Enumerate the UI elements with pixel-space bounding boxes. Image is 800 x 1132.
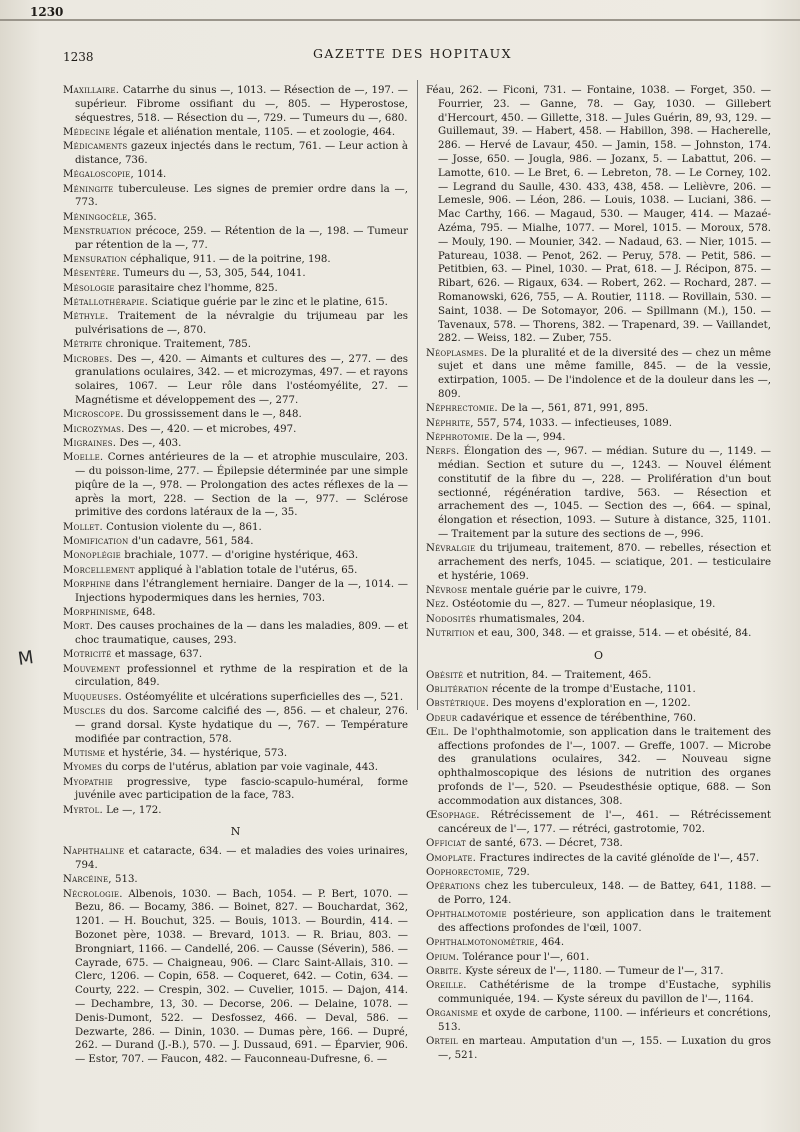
- index-entry: [63, 535, 408, 549]
- index-keyword: Microscope.: [63, 409, 124, 421]
- index-keyword: Moelle.: [63, 452, 104, 464]
- index-references: 513.: [111, 874, 138, 886]
- index-entry: [426, 866, 771, 880]
- index-references: professionnel et rythme de la respiration et de la circulation, 849.: [75, 663, 408, 689]
- index-references: 729.: [503, 866, 530, 878]
- index-entry: [426, 809, 771, 837]
- index-entry: [426, 837, 771, 851]
- index-keyword: Néphrite,: [426, 417, 474, 429]
- section-letter: O: [593, 648, 604, 662]
- index-entry: [63, 451, 408, 520]
- index-entry: [63, 126, 408, 140]
- top-page-number: 1230: [30, 5, 64, 19]
- index-entry: [63, 663, 408, 691]
- index-references: Fractures indirectes de la cavité glénoïde de l'—, 457.: [476, 852, 760, 864]
- index-entry: [63, 521, 408, 535]
- index-references: dans l'étranglement herniaire. Danger de la —, 1014. — Injections hypodermiques dans les hernies, 703.: [75, 578, 408, 604]
- index-entry: [63, 564, 408, 578]
- index-references: Tumeurs du —, 53, 305, 544, 1041.: [119, 268, 306, 280]
- index-keyword: Myomes: [63, 762, 103, 774]
- index-references: Des —, 403.: [116, 437, 182, 449]
- index-entry: [426, 347, 771, 402]
- index-keyword: Naphthaline: [63, 846, 125, 858]
- index-keyword: Mésologie: [63, 282, 115, 294]
- handwritten-margin-mark: M: [16, 647, 35, 670]
- index-keyword: Orteil: [426, 1036, 458, 1048]
- index-entry: [426, 1035, 771, 1063]
- index-references: 557, 574, 1033. — infectieuses, 1089.: [473, 417, 673, 429]
- index-references: Catarrhe du sinus —, 1013. — Résection de —, 197. — supérieur. Fibrome ossifiant du —, 805. — Hyperostose, séquestres, 518. — Résection du —, 729. — Tumeurs du —, 680.: [75, 85, 408, 124]
- index-references: et cataracte, 634. — et maladies des voies urinaires, 794.: [75, 846, 408, 872]
- index-references: Des causes prochaines de la — dans les maladies, 809. — et choc traumatique, causes, 293.: [75, 621, 408, 647]
- index-references: De la —, 561, 871, 991, 895.: [497, 403, 649, 415]
- index-keyword: Métrite: [63, 339, 103, 351]
- index-references: tuberculeuse. Les signes de premier ordre dans la —, 773.: [75, 183, 408, 209]
- index-entry: [426, 402, 771, 416]
- index-keyword: Microbes.: [63, 353, 113, 365]
- index-keyword: Narcéine,: [63, 874, 112, 886]
- index-references: et nutrition, 84. — Traitement, 465.: [463, 669, 652, 681]
- index-references: De la —, 994.: [492, 431, 566, 443]
- index-keyword: Orbite.: [426, 965, 462, 977]
- index-keyword: Médicaments: [63, 141, 128, 153]
- index-references: Traitement de la névralgie du trijumeau par les pulvérisations de —, 870.: [75, 311, 408, 337]
- top-rule: [0, 19, 800, 21]
- index-entry: [63, 84, 408, 125]
- index-keyword: Nodosités: [426, 613, 476, 625]
- index-entry-continuation: Féau, 262. — Ficoni, 731. — Fontaine, 1038. — Forget, 350. — Fourrier, 23. — Ganne, 78. — Gay, 1030. — Gillebert d'Hercourt, 450. — Gillette, 318. — Jules Guérin, 89, 93, 129. — Guillemaut, 39. — Habert, 458. — Habillon, 398. — Hacherelle, 286. — Hervé de Lavaur, 450. — Jamin, 158. — Johnston, 174. — Josse, 650. — Jougla, 986. — Jozanx, 5. — Labattut, 206. — Lamotte, 610. — Le Bret, 6. — Lebreton, 78. — Le Corney, 102. — Legrand du Saulle, 430. 433, 438, 458. — Lelièvre, 206. — Lemesle, 906. — Léon, 286. — Louis, 1038. — Luciani, 386. — Mac Carthy, 166. — Magaud, 530. — Mauger, 414. — Mazaé-Azéma, 795. — Mialhe, 1077. — Morel, 1015. — Moroux, 578. — Mouly, 190. — Mounier, 342. — Nadaud, 63. — Nier, 1015. — Patureau, 1038. — Penot, 262. — Peruy, 578. — Petit, 586. — Petitbien, 63. — Pinel, 1030. — Prat, 618. — J. Récipon, 875. — Ribart, 626. — Rigaux, 634. — Robert, 262. — Rochard, 287. — Romanowski, 626, 755, — A. Routier, 1118. — Rovillain, 530. — Saint, 1038. — De Sotomayor, 206. — Spillmann (M.), 150. — Tavenaux, 578. — Thorens, 382. — Trapenard, 39. — Vaillandet, 282. — Weiss, 182. — Zuber, 755.: [426, 85, 771, 345]
- index-keyword: Myopathie: [63, 776, 113, 788]
- index-references: Des —, 420. — et microbes, 497.: [124, 423, 297, 435]
- index-keyword: Oblitération: [426, 683, 489, 695]
- index-entry: [63, 845, 408, 873]
- index-keyword: Nez.: [426, 599, 449, 611]
- index-entry: [63, 648, 408, 662]
- index-entry: [63, 338, 408, 352]
- index-references: et massage, 637.: [111, 649, 203, 661]
- index-keyword: Oophorectomie,: [426, 866, 504, 878]
- index-keyword: Métallothérapie.: [63, 296, 149, 308]
- index-keyword: Néoplasmes.: [426, 347, 488, 359]
- index-entry: [63, 437, 408, 451]
- index-keyword: Morcellement: [63, 564, 135, 576]
- index-keyword: Néphrectomie.: [426, 403, 498, 415]
- index-keyword: Mésentère.: [63, 268, 120, 280]
- index-entry: [63, 296, 408, 310]
- index-references: céphalique, 911. — de la poitrine, 198.: [126, 254, 331, 266]
- index-keyword: Myrtol.: [63, 804, 103, 816]
- index-references: Tolérance pour l'—, 601.: [459, 951, 590, 963]
- index-entry: [63, 578, 408, 606]
- index-keyword: Menstruation: [63, 225, 132, 237]
- index-entry: [63, 549, 408, 563]
- index-references: en marteau. Amputation d'un —, 155. — Luxation du gros —, 521.: [438, 1036, 771, 1062]
- index-references: du corps de l'utérus, ablation par voie vaginale, 443.: [102, 762, 379, 774]
- index-entry: [426, 936, 771, 950]
- index-entry: [63, 804, 408, 818]
- index-entry: [426, 852, 771, 866]
- index-keyword: Ophthalmotonométrie,: [426, 937, 539, 949]
- index-references: mentale guérie par le cuivre, 179.: [467, 585, 647, 597]
- index-keyword: Méthyle.: [63, 311, 109, 323]
- index-entry: [63, 408, 408, 422]
- index-keyword: Médecine: [63, 126, 111, 138]
- index-keyword: Ophthalmotomie: [426, 909, 507, 921]
- index-references: Ostéotomie du —, 827. — Tumeur néoplasique, 19.: [448, 599, 716, 611]
- section-letter: N: [230, 825, 241, 839]
- index-entry: [63, 888, 408, 1067]
- index-keyword: Mensuration: [63, 254, 127, 266]
- index-entry: [426, 979, 771, 1007]
- index-entry: [63, 705, 408, 746]
- index-entry: [63, 267, 408, 281]
- index-references: et oxyde de carbone, 1100. — inférieurs et concrétions, 513.: [438, 1008, 771, 1034]
- index-entry: [63, 776, 408, 804]
- index-entry: [426, 683, 771, 697]
- index-references: Contusion violente du —, 861.: [102, 521, 262, 533]
- index-keyword: Maxillaire.: [63, 85, 120, 96]
- index-references: du trijumeau, traitement, 870. — rebelles, résection et arrachement des nerfs, 1045. — sciatique, 201. — testiculaire et hystérie, 1069.: [438, 543, 771, 582]
- index-entry: [63, 423, 408, 437]
- index-references: chez les tuberculeux, 148. — de Battey, 641, 1188. — de Porro, 124.: [438, 881, 771, 906]
- index-references: appliqué à l'ablation totale de l'utérus, 65.: [134, 564, 358, 576]
- index-references: 464.: [538, 937, 565, 949]
- index-keyword: Névrose: [426, 585, 468, 597]
- index-entry: [63, 747, 408, 761]
- index-keyword: Muscles: [63, 706, 106, 718]
- index-references: rhumatismales, 204.: [475, 613, 585, 625]
- index-entry: [63, 353, 408, 408]
- index-references: Des —, 420. — Aimants et cultures des —, 277. — des granulations oculaires, 342. — et microzymas, 497. — et rayons solaires, 1067. — Leur rôle dans l'ostéomyélite, 27. — Magnétisme et développement des —, 277.: [75, 353, 408, 407]
- index-keyword: Œil.: [426, 726, 450, 738]
- index-keyword: Officiat: [426, 838, 466, 850]
- index-keyword: Muqueuses.: [63, 691, 122, 703]
- index-keyword: Odeur: [426, 712, 458, 724]
- index-references: légale et aliénation mentale, 1105. — et zoologie, 464.: [110, 126, 396, 138]
- index-entry: [63, 606, 408, 620]
- index-keyword: Nutrition: [426, 628, 475, 640]
- column-divider: [417, 80, 418, 710]
- index-references: De la pluralité et de la diversité des — chez un même sujet et dans une même famille, 845. — de la vessie, extirpation, 1005. — De l'indolence et de la douleur dans les —, 809.: [438, 347, 771, 401]
- index-entry: [63, 873, 408, 887]
- index-entry: [426, 965, 771, 979]
- index-keyword: Mort.: [63, 621, 94, 633]
- index-keyword: Névralgie: [426, 543, 476, 555]
- index-keyword: Migraines.: [63, 437, 117, 449]
- index-references: et eau, 300, 348. — et graisse, 514. — et obésité, 84.: [474, 628, 752, 640]
- index-references: Le —, 172.: [102, 804, 162, 816]
- index-keyword: Œsophage.: [426, 810, 480, 822]
- index-entry: [63, 761, 408, 775]
- index-entry: [426, 584, 771, 598]
- index-keyword: Nerfs.: [426, 446, 460, 458]
- index-keyword: Obstétrique.: [426, 698, 490, 710]
- index-references: Cathétérisme de la trompe d'Eustache, syphilis communiquée, 194. — Kyste séreux du pavillon de l'—, 1164.: [438, 980, 771, 1005]
- index-entry: [426, 880, 771, 908]
- index-keyword: Mutisme: [63, 747, 106, 759]
- index-references: du dos. Sarcome calcifié des —, 856. — et chaleur, 276. — grand dorsal. Kyste hydatique du —, 767. — Température modifiée par contraction, 578.: [75, 706, 408, 745]
- index-entry: [426, 908, 771, 936]
- index-references: Cornes antérieures de la — et atrophie musculaire, 203. — du poisson-lime, 277. — Épilepsie déterminée par une simple piqûre de la —, 978. — Prolongation des actes réflexes de la — après la mort, 228. — Section de la —, 977. — Sclérose primitive des cordons latéraux de la —, 35.: [75, 452, 408, 519]
- index-entry: [426, 951, 771, 965]
- index-references: 365.: [130, 211, 157, 223]
- index-entry: [426, 712, 771, 726]
- index-references: Ostéomyélite et ulcérations superficielles des —, 521.: [121, 691, 404, 703]
- index-references: cadavérique et essence de térébenthine, 760.: [457, 712, 697, 724]
- index-keyword: Obésité: [426, 669, 464, 681]
- index-references: et hystérie, 34. — hystérique, 573.: [105, 747, 288, 759]
- index-keyword: Oreille.: [426, 980, 467, 992]
- index-keyword: Momification: [63, 536, 129, 547]
- index-references: Rétrécissement de l'—, 461. — Rétrécissement cancéreux de l'—, 177. — rétréci, gastrotomie, 702.: [438, 810, 771, 835]
- index-entry: [426, 726, 771, 809]
- index-references: Sciatique guérie par le zinc et le platine, 615.: [148, 296, 388, 308]
- index-entry: [426, 598, 771, 612]
- index-keyword: Mégaloscopie,: [63, 169, 134, 181]
- index-references: brachiale, 1077. — d'origine hystérique, 463.: [120, 550, 359, 562]
- index-references: Kyste séreux de l'—, 1180. — Tumeur de l'—, 317.: [461, 965, 724, 977]
- index-references: chronique. Traitement, 785.: [102, 339, 251, 351]
- index-entry: [63, 183, 408, 211]
- index-references: Du grossissement dans le —, 848.: [123, 409, 302, 421]
- index-keyword: Motricité: [63, 649, 112, 661]
- index-references: Élongation des —, 967. — médian. Suture du —, 1149. — médian. Section et suture du —, 1243. — Nouvel élément constitutif de la fibre du —, 228. — Prolifération d'un bout sectionné, régénération tardive, 563. — Résection et arrachement des —, 1045. — Section des —, 664. — spinal, élongation et résection, 1093. — Suture à distance, 325, 1101. — Traitement par la suture des sections de —, 996.: [438, 446, 771, 540]
- index-keyword: Microzymas.: [63, 423, 125, 435]
- index-references: De l'ophthalmotomie, son application dans le traitement des affections profondes de l'—, 1007. — Greffe, 1007. — Microbe des granulations oculaires, 342. — Nouveau signe ophthalmoscopique des lésions de nutrition des organes profonds de l'—, 520. — Pseudesthésie optique, 688. — Son accommodation aux distances, 308.: [438, 726, 771, 807]
- index-keyword: Monoplégie: [63, 550, 121, 562]
- index-entry: [63, 620, 408, 648]
- index-entry: [426, 417, 771, 431]
- index-entry: [426, 542, 771, 583]
- header-title: GAZETTE DES HOPITAUX: [312, 46, 513, 61]
- index-keyword: Méningite: [63, 183, 114, 195]
- index-entry: [426, 1007, 771, 1035]
- index-keyword: Mollet.: [63, 521, 103, 533]
- index-keyword: Morphine: [63, 578, 111, 590]
- index-keyword: Nécrologie.: [63, 888, 123, 900]
- index-references: 1014.: [133, 169, 167, 181]
- running-header: [55, 46, 770, 66]
- index-keyword: Méningocèle,: [63, 211, 131, 223]
- index-references: postérieure, son application dans le traitement des affections profondes de l'œil, 1007.: [438, 909, 771, 935]
- index-keyword: Néphrotomie.: [426, 431, 493, 443]
- index-keyword: Opium.: [426, 951, 460, 963]
- index-keyword: Omoplate.: [426, 852, 477, 864]
- index-entry: [63, 211, 408, 225]
- index-entry: [426, 627, 771, 641]
- index-keyword: Opérations: [426, 881, 481, 893]
- index-references: récente de la trompe d'Eustache, 1101.: [488, 683, 696, 695]
- index-references: parasitaire chez l'homme, 825.: [114, 282, 278, 294]
- index-references: précoce, 259. — Rétention de la —, 198. — Tumeur par rétention de la —, 77.: [75, 225, 408, 251]
- index-entry: [426, 613, 771, 627]
- index-references: 648.: [129, 606, 156, 618]
- header-page-number: 1238: [63, 50, 94, 64]
- index-entry: [63, 310, 408, 338]
- index-references: Albenois, 1030. — Bach, 1054. — P. Bert, 1070. — Bezu, 86. — Bocamy, 386. — Boinet, 827. — Bouchardat, 362, 1201. — H. Bouchut, 325. — Bouis, 1013. — Bourdin, 414. — Bozonet père, 1038. — Brevard, 1013. — R. Briau, 803. — Brongniart, 1166. — Candellé, 206. — Causse (Séverin), 586. — Cayrade, 675. — Chaigneau, 906. — Clarc Saint-Allais, 310. — Clerc, 1206. — Copin, 658. — Coqueret, 642. — Cotin, 634. — Courty, 222. — Crespin, 302. — Cuvelier, 1015. — Dajon, 414. — Dechambre, 13, 30. — Decorse, 206. — Delaine, 1078. — Denis-Dumont, 522. — Desfossez, 466. — Deval, 586. — Dezwarte, 286. — Dinin, 1030. — Dumas père, 166. — Dupré, 262. — Durand (J.-B.), 570. — J. Dussaud, 691. — Éparvier, 906. — Estor, 707. — Faucon, 482. — Fauconneau-Dufresne, 6. —: [75, 888, 408, 1066]
- index-references: de santé, 673. — Décret, 738.: [465, 838, 623, 850]
- index-entry: [63, 282, 408, 296]
- index-entry: [426, 431, 771, 445]
- index-entry: [63, 225, 408, 253]
- index-references: d'un cadavre, 561, 584.: [128, 536, 254, 547]
- index-entry: [63, 253, 408, 267]
- index-references: progressive, type fascio-scapulo-huméral, forme juvénile avec participation de la face, 783.: [75, 776, 408, 802]
- index-entry: [426, 445, 771, 542]
- right-column: [426, 84, 771, 1063]
- index-keyword: Morphinisme,: [63, 606, 130, 618]
- index-keyword: Mouvement: [63, 663, 121, 675]
- index-entry: [63, 691, 408, 705]
- index-references: Des moyens d'exploration en —, 1202.: [489, 698, 691, 710]
- index-entry: [63, 168, 408, 182]
- index-references: gazeux injectés dans le rectum, 761. — Leur action à distance, 736.: [75, 141, 408, 166]
- index-entry: [63, 140, 408, 168]
- index-keyword: Organisme: [426, 1008, 479, 1020]
- left-column: [63, 84, 408, 1067]
- index-entry: [426, 669, 771, 683]
- index-entry: [426, 697, 771, 711]
